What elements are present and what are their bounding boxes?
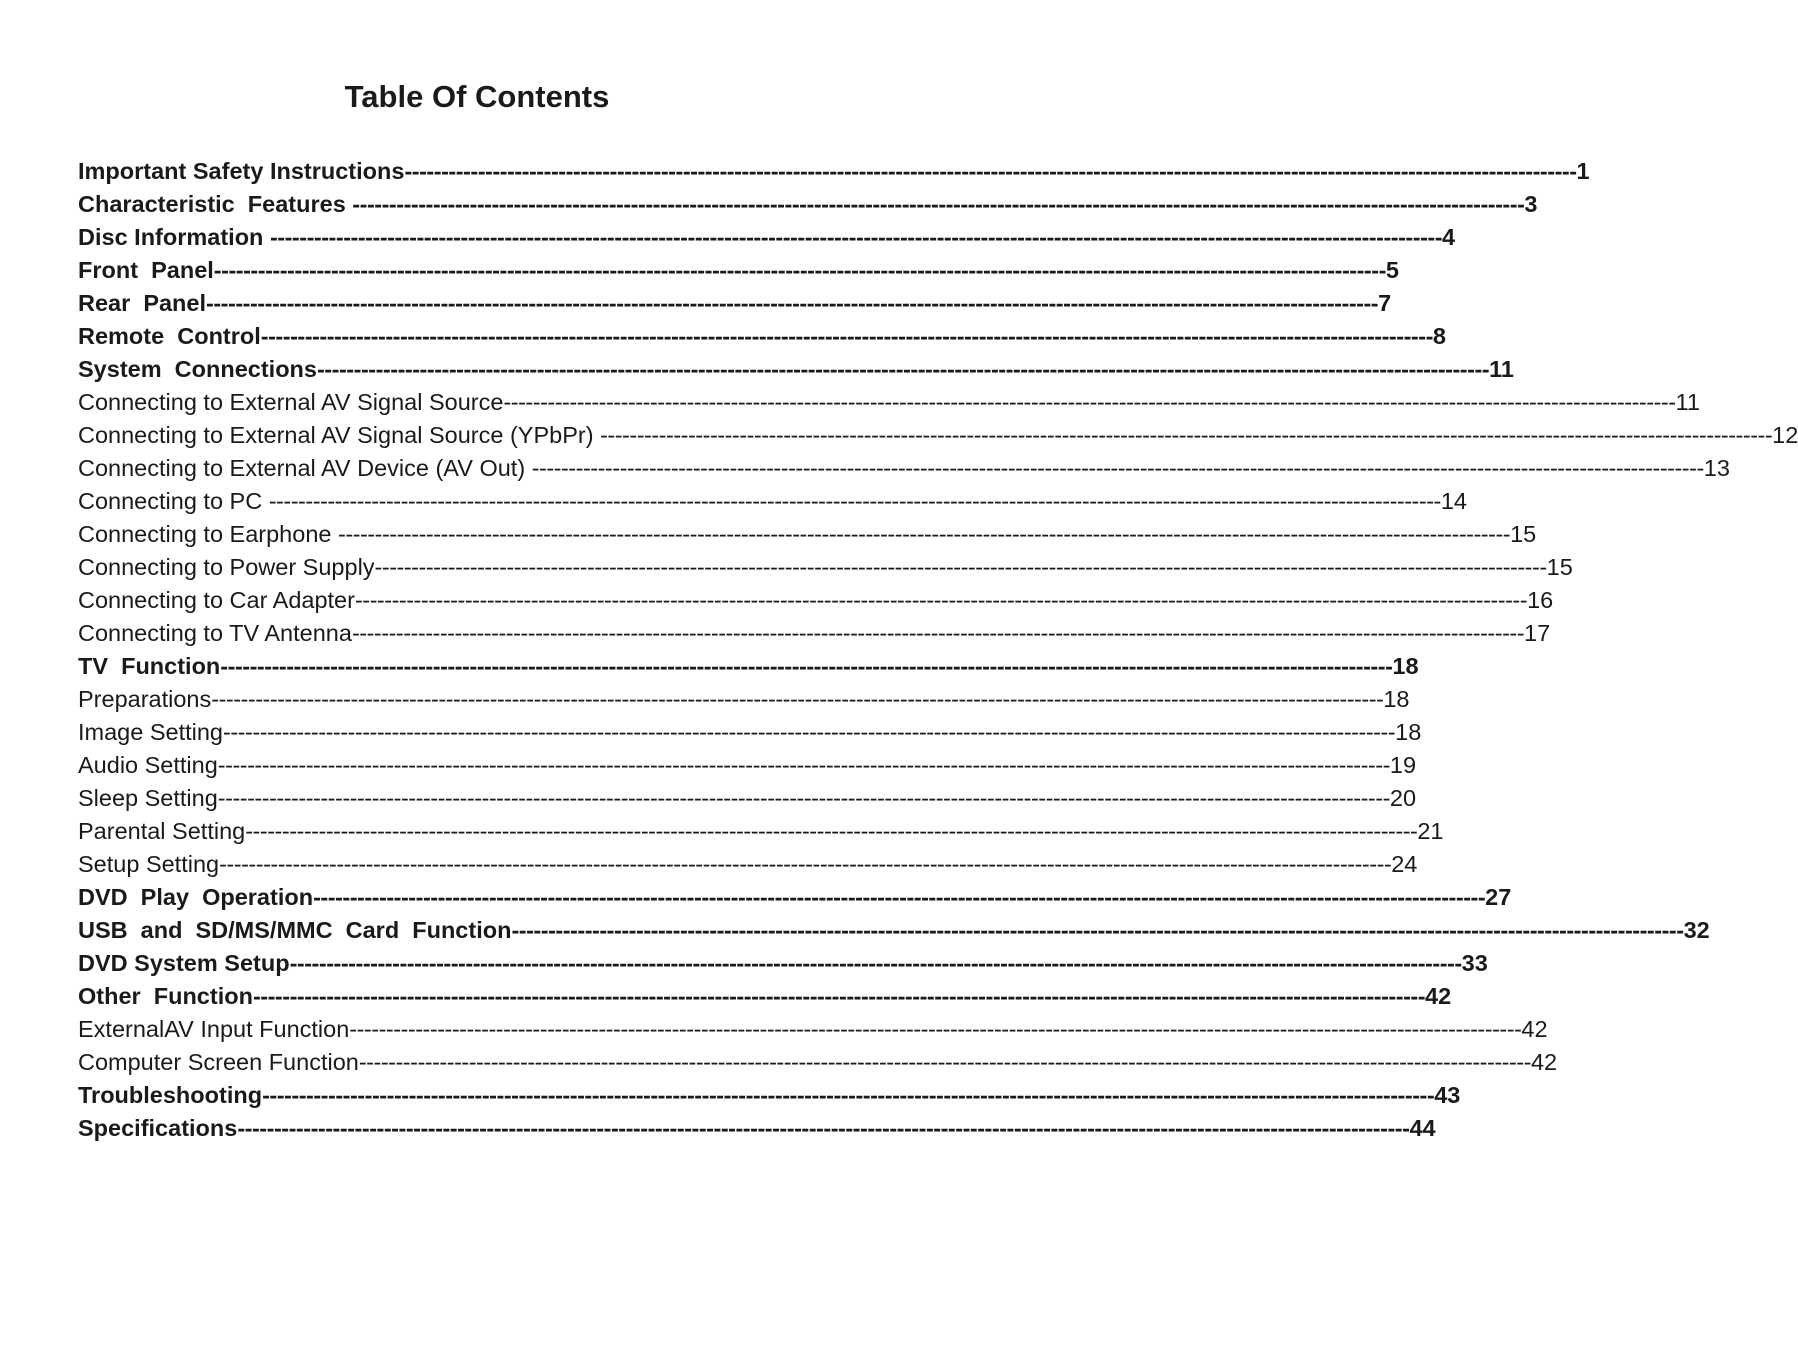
dot-leader: ---------------------------------------------------------------------------------------------------------------------------------------------------------------- <box>600 422 1773 448</box>
table-of-contents <box>78 155 1798 1145</box>
toc-entry-label: Connecting to Earphone <box>78 521 338 547</box>
toc-entry-label: System Connections <box>78 356 317 382</box>
toc-entry-label: Connecting to External AV Signal Source <box>78 389 504 415</box>
toc-entry-label: Rear Panel <box>78 290 207 316</box>
toc-entry-page: 4 <box>1442 224 1456 250</box>
toc-entry[interactable] <box>78 947 1488 980</box>
toc-entry[interactable] <box>78 617 1551 650</box>
toc-entry-page: 13 <box>1703 455 1730 481</box>
toc-entry-label: USB and SD/MS/MMC Card Function <box>78 917 512 943</box>
toc-entry[interactable] <box>78 254 1399 287</box>
toc-entry[interactable] <box>78 353 1514 386</box>
dot-leader: ---------------------------------------------------------------------------------------------------------------------------------------------------------------- <box>351 620 1525 646</box>
toc-entry-page: 32 <box>1683 917 1710 943</box>
dot-leader: ---------------------------------------------------------------------------------------------------------------------------------------------------------------- <box>260 323 1433 349</box>
dot-leader: ---------------------------------------------------------------------------------------------------------------------------------------------------------------- <box>269 224 1443 250</box>
dot-leader: ---------------------------------------------------------------------------------------------------------------------------------------------------------------- <box>316 356 1490 382</box>
toc-entry-label: Connecting to External AV Device (AV Out) <box>78 455 532 481</box>
toc-entry-label: Characteristic Features <box>78 191 353 217</box>
toc-entry-label: Troubleshooting <box>78 1082 263 1108</box>
dot-leader: ---------------------------------------------------------------------------------------------------------------------------------------------------------------- <box>289 950 1462 976</box>
toc-entry-page: 42 <box>1521 1016 1548 1042</box>
toc-entry-label: Connecting to TV Antenna <box>78 620 352 646</box>
toc-entry-label: Other Function <box>78 983 253 1009</box>
toc-entry-label: Connecting to Car Adapter <box>78 587 355 613</box>
dot-leader: ---------------------------------------------------------------------------------------------------------------------------------------------------------------- <box>511 917 1684 943</box>
toc-entry[interactable] <box>78 287 1392 320</box>
toc-entry[interactable] <box>78 386 1700 419</box>
toc-entry-page: 42 <box>1425 983 1452 1009</box>
dot-leader: ---------------------------------------------------------------------------------------------------------------------------------------------------------------- <box>245 818 1418 844</box>
toc-entry-label: ExternalAV Input Function <box>78 1016 350 1042</box>
toc-entry[interactable] <box>78 518 1537 551</box>
dot-leader: ---------------------------------------------------------------------------------------------------------------------------------------------------------------- <box>268 488 1441 514</box>
toc-entry-label: Setup Setting <box>78 851 220 877</box>
toc-entry[interactable] <box>78 881 1512 914</box>
dot-leader: ---------------------------------------------------------------------------------------------------------------------------------------------------------------- <box>217 752 1390 778</box>
toc-entry-label: Connecting to External AV Signal Source (YPbPr) <box>78 422 601 448</box>
toc-entry-page: 15 <box>1510 521 1537 547</box>
toc-entry-page: 11 <box>1675 389 1700 415</box>
toc-entry-page: 18 <box>1395 719 1422 745</box>
toc-entry-page: 5 <box>1385 257 1399 283</box>
toc-entry[interactable] <box>78 1079 1461 1112</box>
toc-entry-label: Connecting to Power Supply <box>78 554 375 580</box>
toc-entry-label: Audio Setting <box>78 752 218 778</box>
toc-entry-page: 27 <box>1485 884 1512 910</box>
toc-entry-page: 3 <box>1524 191 1538 217</box>
dot-leader: ---------------------------------------------------------------------------------------------------------------------------------------------------------------- <box>349 1016 1522 1042</box>
toc-entry-page: 18 <box>1392 653 1419 679</box>
toc-entry-page: 21 <box>1417 818 1444 844</box>
dot-leader: ---------------------------------------------------------------------------------------------------------------------------------------------------------------- <box>354 587 1528 613</box>
toc-entry[interactable] <box>78 188 1538 221</box>
toc-entry[interactable] <box>78 749 1417 782</box>
toc-entry[interactable] <box>78 683 1410 716</box>
toc-entry[interactable] <box>78 320 1446 353</box>
toc-entry-page: 7 <box>1378 290 1392 316</box>
dot-leader: ---------------------------------------------------------------------------------------------------------------------------------------------------------------- <box>338 521 1511 547</box>
toc-entry-label: Front Panel <box>78 257 214 283</box>
toc-entry[interactable] <box>78 155 1590 188</box>
toc-entry-page: 43 <box>1434 1082 1461 1108</box>
dot-leader: ---------------------------------------------------------------------------------------------------------------------------------------------------------------- <box>220 653 1393 679</box>
toc-entry-label: DVD System Setup <box>78 950 290 976</box>
toc-entry-label: Important Safety Instructions <box>78 158 405 184</box>
toc-entry-page: 12 <box>1772 422 1798 448</box>
toc-entry[interactable] <box>78 1013 1548 1046</box>
dot-leader: ---------------------------------------------------------------------------------------------------------------------------------------------------------------- <box>223 719 1396 745</box>
toc-entry-page: 16 <box>1527 587 1554 613</box>
toc-entry-page: 19 <box>1389 752 1417 778</box>
toc-entry[interactable] <box>78 650 1419 683</box>
toc-entry[interactable] <box>78 1046 1558 1079</box>
toc-entry-page: 11 <box>1489 356 1514 382</box>
dot-leader: ---------------------------------------------------------------------------------------------------------------------------------------------------------------- <box>262 1082 1435 1108</box>
toc-entry-label: Parental Setting <box>78 818 246 844</box>
toc-entry-page: 18 <box>1383 686 1410 712</box>
toc-entry-page: 20 <box>1389 785 1417 811</box>
dot-leader: ---------------------------------------------------------------------------------------------------------------------------------------------------------------- <box>531 455 1704 481</box>
toc-entry[interactable] <box>78 551 1573 584</box>
toc-entry-label: Computer Screen Function <box>78 1049 359 1075</box>
toc-entry[interactable] <box>78 584 1554 617</box>
toc-entry-page: 42 <box>1530 1049 1558 1075</box>
dot-leader: ---------------------------------------------------------------------------------------------------------------------------------------------------------------- <box>313 884 1486 910</box>
toc-entry-page: 44 <box>1409 1115 1436 1141</box>
toc-entry-label: Connecting to PC <box>78 488 269 514</box>
toc-entry-page: 14 <box>1440 488 1467 514</box>
dot-leader: ---------------------------------------------------------------------------------------------------------------------------------------------------------------- <box>352 191 1525 217</box>
toc-entry[interactable] <box>78 221 1456 254</box>
toc-entry[interactable] <box>78 782 1417 815</box>
dot-leader: ---------------------------------------------------------------------------------------------------------------------------------------------------------------- <box>237 1115 1410 1141</box>
toc-entry-label: Image Setting <box>78 719 224 745</box>
toc-entry-label: Preparations <box>78 686 212 712</box>
dot-leader: ---------------------------------------------------------------------------------------------------------------------------------------------------------------- <box>374 554 1547 580</box>
dot-leader: ---------------------------------------------------------------------------------------------------------------------------------------------------------------- <box>206 290 1379 316</box>
toc-entry[interactable] <box>78 419 1798 452</box>
toc-entry[interactable] <box>78 848 1418 881</box>
toc-entry-label: TV Function <box>78 653 221 679</box>
toc-entry[interactable] <box>78 815 1444 848</box>
dot-leader: ---------------------------------------------------------------------------------------------------------------------------------------------------------------- <box>358 1049 1531 1075</box>
toc-entry-label: Remote Control <box>78 323 261 349</box>
toc-entry-page: 8 <box>1432 323 1446 349</box>
toc-entry[interactable] <box>78 914 1710 947</box>
toc-entry[interactable] <box>78 716 1422 749</box>
dot-leader: ---------------------------------------------------------------------------------------------------------------------------------------------------------------- <box>404 158 1577 184</box>
toc-entry-page: 1 <box>1576 158 1590 184</box>
toc-entry-label: DVD Play Operation <box>78 884 314 910</box>
toc-entry-page: 15 <box>1546 554 1573 580</box>
dot-leader: ---------------------------------------------------------------------------------------------------------------------------------------------------------------- <box>219 851 1392 877</box>
toc-entry-label: Specifications <box>78 1115 238 1141</box>
dot-leader: ---------------------------------------------------------------------------------------------------------------------------------------------------------------- <box>213 257 1386 283</box>
dot-leader: ---------------------------------------------------------------------------------------------------------------------------------------------------------------- <box>503 389 1676 415</box>
toc-entry-label: Disc Information <box>78 224 270 250</box>
toc-entry-label: Sleep Setting <box>78 785 218 811</box>
toc-entry[interactable] <box>78 485 1467 518</box>
dot-leader: ---------------------------------------------------------------------------------------------------------------------------------------------------------------- <box>252 983 1426 1009</box>
dot-leader: ---------------------------------------------------------------------------------------------------------------------------------------------------------------- <box>217 785 1390 811</box>
page-title: Table Of Contents <box>344 79 610 114</box>
toc-entry[interactable] <box>78 1112 1436 1145</box>
toc-entry-page: 24 <box>1391 851 1418 877</box>
toc-entry[interactable] <box>78 452 1730 485</box>
toc-entry-page: 33 <box>1461 950 1488 976</box>
toc-entry[interactable] <box>78 980 1452 1013</box>
toc-entry-page: 17 <box>1524 620 1551 646</box>
dot-leader: ---------------------------------------------------------------------------------------------------------------------------------------------------------------- <box>211 686 1384 712</box>
